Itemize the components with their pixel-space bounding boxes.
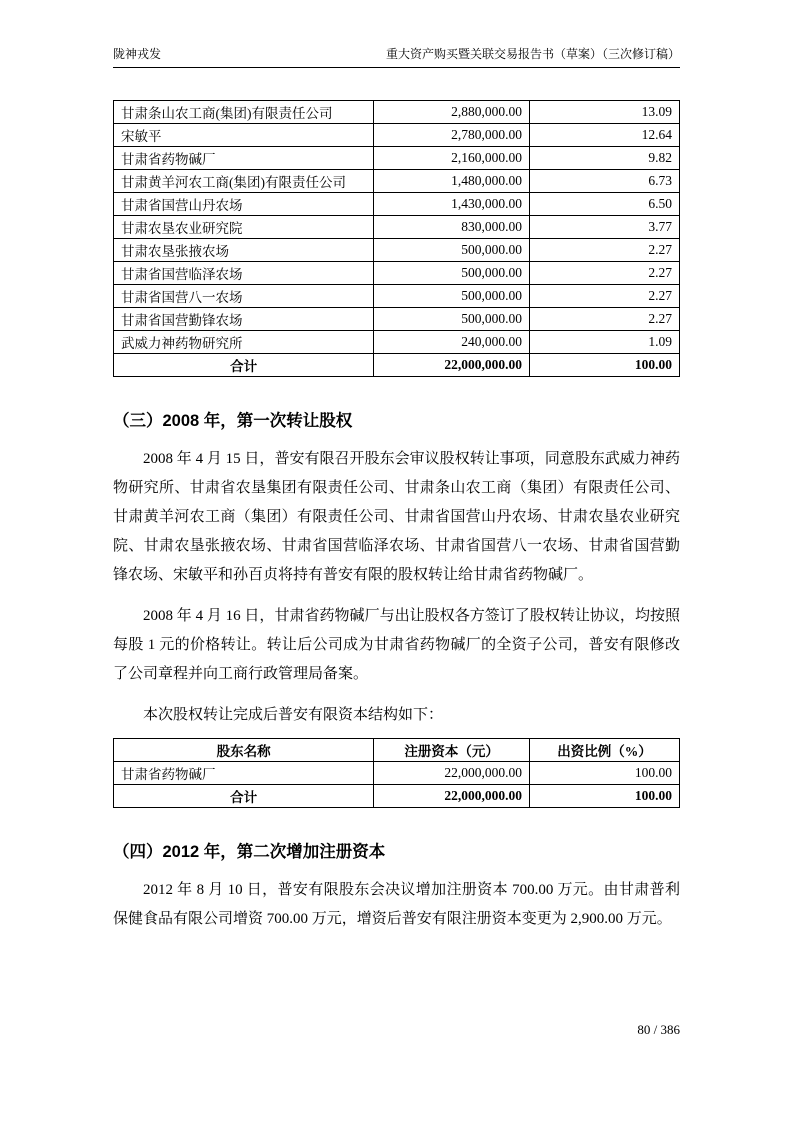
table-total-row <box>114 354 680 377</box>
page-number: 80 / 386 <box>637 1022 680 1037</box>
cell-capital: 1,430,000.00 <box>374 193 530 216</box>
page-header <box>113 45 680 68</box>
cell-ratio: 1.09 <box>530 331 680 354</box>
table-row <box>114 193 680 216</box>
cell-ratio: 9.82 <box>530 147 680 170</box>
header-contribution-ratio: 出资比例（%） <box>530 739 680 762</box>
section-heading-3: （三）2008 年，第一次转让股权 <box>113 412 353 430</box>
cell-ratio: 2.27 <box>530 239 680 262</box>
cell-ratio: 6.50 <box>530 193 680 216</box>
table-row <box>114 285 680 308</box>
table-row <box>114 147 680 170</box>
cell-shareholder-name: 甘肃农垦农业研究院 <box>114 216 374 239</box>
cell-ratio: 2.27 <box>530 262 680 285</box>
cell-capital: 2,880,000.00 <box>374 101 530 124</box>
header-right-title: 重大资产购买暨关联交易报告书（草案）（三次修订稿） <box>385 47 680 61</box>
table-row <box>114 124 680 147</box>
cell-shareholder-name: 甘肃条山农工商(集团)有限责任公司 <box>114 101 374 124</box>
cell-capital: 500,000.00 <box>374 262 530 285</box>
table-row <box>114 331 680 354</box>
cell-total-label: 合计 <box>114 785 374 808</box>
cell-shareholder-name: 宋敏平 <box>114 124 374 147</box>
paragraph: 2012 年 8 月 10 日，普安有限股东会决议增加注册资本 700.00 万元。由甘肃普利保健食品有限公司增资 700.00 万元，增资后普安有限注册资本变更为 2,900.00 万元。 <box>113 882 680 927</box>
cell-capital: 22,000,000.00 <box>374 762 530 785</box>
cell-total-capital: 22,000,000.00 <box>374 354 530 377</box>
cell-total-ratio: 100.00 <box>530 354 680 377</box>
cell-ratio: 2.27 <box>530 285 680 308</box>
header-registered-capital: 注册资本（元） <box>374 739 530 762</box>
table-row <box>114 239 680 262</box>
table-row <box>114 308 680 331</box>
cell-capital: 500,000.00 <box>374 239 530 262</box>
cell-shareholder-name: 武威力神药物研究所 <box>114 331 374 354</box>
cell-ratio: 6.73 <box>530 170 680 193</box>
cell-shareholder-name: 甘肃农垦张掖农场 <box>114 239 374 262</box>
cell-capital: 500,000.00 <box>374 308 530 331</box>
cell-capital: 2,160,000.00 <box>374 147 530 170</box>
cell-total-capital: 22,000,000.00 <box>374 785 530 808</box>
paragraph: 2008 年 4 月 15 日，普安有限召开股东会审议股权转让事项，同意股东武威力神药物研究所、甘肃省农垦集团有限责任公司、甘肃条山农工商（集团）有限责任公司、甘肃黄羊河农工商（集团）有限责任公司、甘肃省国营山丹农场、甘肃农垦农业研究院、甘肃农垦张掖农场、甘肃省国营临泽农场、甘肃省国营八一农场、甘肃省国营勤锋农场、宋敏平和孙百贞将持有普安有限的股权转让给甘肃省药物碱厂。 <box>113 451 680 583</box>
cell-total-label: 合计 <box>114 354 374 377</box>
cell-shareholder-name: 甘肃黄羊河农工商(集团)有限责任公司 <box>114 170 374 193</box>
cell-ratio: 13.09 <box>530 101 680 124</box>
cell-ratio: 2.27 <box>530 308 680 331</box>
cell-capital: 830,000.00 <box>374 216 530 239</box>
document-page <box>113 45 680 946</box>
table-row <box>114 762 680 785</box>
cell-shareholder-name: 甘肃省国营临泽农场 <box>114 262 374 285</box>
table-row <box>114 262 680 285</box>
paragraph: 本次股权转让完成后普安有限资本结构如下： <box>143 707 444 723</box>
capital-structure-table <box>113 738 680 808</box>
cell-shareholder-name: 甘肃省国营八一农场 <box>114 285 374 308</box>
cell-capital: 2,780,000.00 <box>374 124 530 147</box>
cell-ratio: 3.77 <box>530 216 680 239</box>
shareholder-structure-table <box>113 100 680 377</box>
cell-shareholder-name: 甘肃省药物碱厂 <box>114 762 374 785</box>
table-row <box>114 101 680 124</box>
header-left-title: 陇神戎发 <box>113 47 162 61</box>
table-row <box>114 216 680 239</box>
cell-capital: 1,480,000.00 <box>374 170 530 193</box>
cell-shareholder-name: 甘肃省药物碱厂 <box>114 147 374 170</box>
table-row <box>114 170 680 193</box>
cell-capital: 500,000.00 <box>374 285 530 308</box>
cell-capital: 240,000.00 <box>374 331 530 354</box>
section-heading-4: （四）2012 年，第二次增加注册资本 <box>113 843 386 861</box>
cell-shareholder-name: 甘肃省国营山丹农场 <box>114 193 374 216</box>
cell-ratio: 100.00 <box>530 762 680 785</box>
cell-ratio: 12.64 <box>530 124 680 147</box>
table-header-row <box>114 739 680 762</box>
header-shareholder-name: 股东名称 <box>114 739 374 762</box>
table-total-row <box>114 785 680 808</box>
cell-total-ratio: 100.00 <box>530 785 680 808</box>
cell-shareholder-name: 甘肃省国营勤锋农场 <box>114 308 374 331</box>
paragraph: 2008 年 4 月 16 日，甘肃省药物碱厂与出让股权各方签订了股权转让协议，均按照每股 1 元的价格转让。转让后公司成为甘肃省药物碱厂的全资子公司，普安有限修改了公司章程并向工商行政管理局备案。 <box>113 608 680 682</box>
